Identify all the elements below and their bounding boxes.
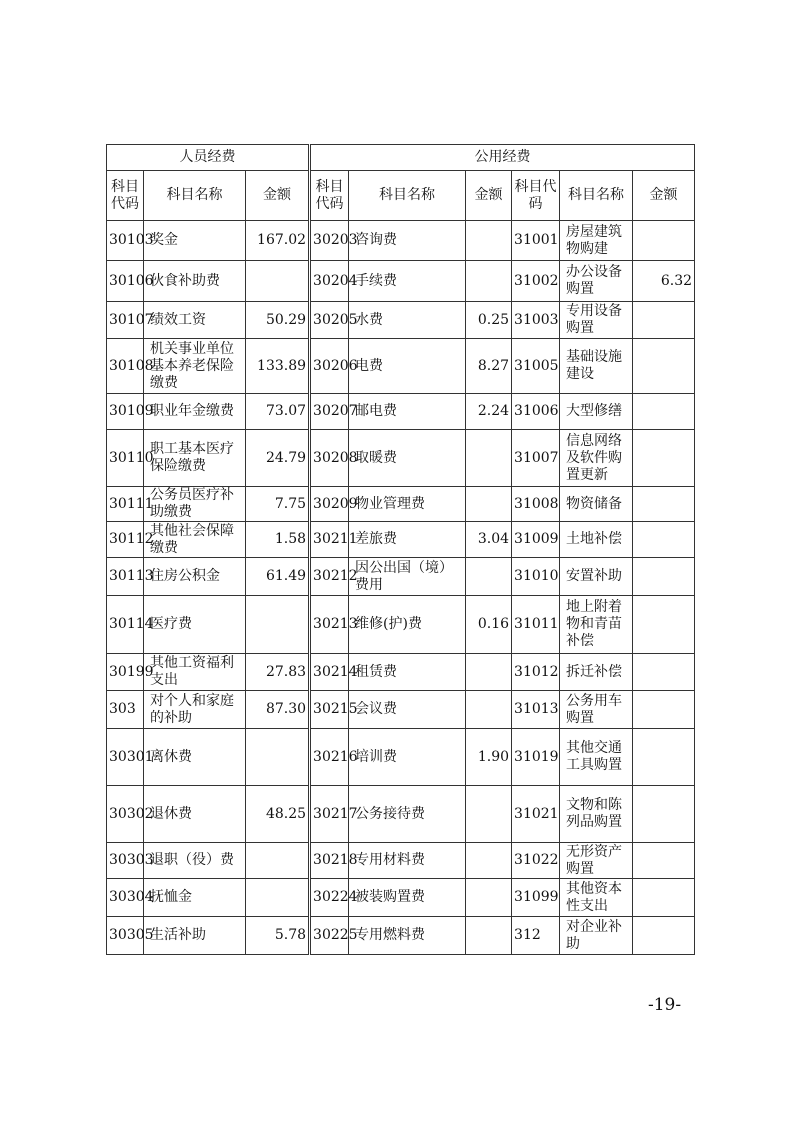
table-row: [107, 691, 695, 729]
cell-name: 地上附着物和青苗补偿: [560, 596, 633, 654]
cell-code: 30209: [310, 487, 349, 522]
group-header-personnel: 人员经费: [107, 145, 310, 171]
cell-name: 专用设备购置: [560, 302, 633, 339]
cell-name: 维修(护)费: [349, 596, 466, 654]
cell-amount: 5.78: [246, 917, 310, 955]
cell-name: 被装购置费: [349, 879, 466, 917]
cell-code: 31011: [512, 596, 560, 654]
cell-amount: 73.07: [246, 394, 310, 430]
cell-name: 伙食补助费: [144, 261, 246, 302]
column-header-name: 科目名称: [144, 171, 246, 221]
column-header-row: [107, 171, 695, 221]
cell-amount: [633, 221, 695, 261]
cell-name: 电费: [349, 339, 466, 394]
cell-code: 30108: [107, 339, 144, 394]
cell-name: 离休费: [144, 729, 246, 786]
cell-code: 30205: [310, 302, 349, 339]
table-row: [107, 302, 695, 339]
cell-amount: 133.89: [246, 339, 310, 394]
cell-code: 30303: [107, 843, 144, 879]
group-header-public: 公用经费: [310, 145, 695, 171]
cell-amount: 50.29: [246, 302, 310, 339]
cell-amount: 48.25: [246, 786, 310, 843]
cell-code: 30301: [107, 729, 144, 786]
cell-code: 31008: [512, 487, 560, 522]
cell-amount: [466, 487, 512, 522]
cell-amount: [466, 221, 512, 261]
cell-code: 30199: [107, 654, 144, 691]
cell-code: 31003: [512, 302, 560, 339]
cell-name: 其他工资福利支出: [144, 654, 246, 691]
cell-code: 30109: [107, 394, 144, 430]
cell-name: 文物和陈列品购置: [560, 786, 633, 843]
cell-name: 对企业补助: [560, 917, 633, 955]
cell-amount: [466, 786, 512, 843]
cell-name: 培训费: [349, 729, 466, 786]
cell-name: 安置补助: [560, 558, 633, 596]
cell-amount: 61.49: [246, 558, 310, 596]
cell-code: 30216: [310, 729, 349, 786]
cell-code: 30207: [310, 394, 349, 430]
cell-code: 31009: [512, 522, 560, 558]
table-row: [107, 786, 695, 843]
cell-code: 30304: [107, 879, 144, 917]
cell-code: 303: [107, 691, 144, 729]
table-row: [107, 558, 695, 596]
cell-name: 差旅费: [349, 522, 466, 558]
cell-amount: [246, 596, 310, 654]
cell-code: 30225: [310, 917, 349, 955]
cell-amount: [633, 917, 695, 955]
cell-code: 31012: [512, 654, 560, 691]
cell-name: 无形资产购置: [560, 843, 633, 879]
cell-code: 30203: [310, 221, 349, 261]
table-row: [107, 394, 695, 430]
cell-amount: [466, 654, 512, 691]
cell-name: 土地补偿: [560, 522, 633, 558]
column-header-code: 科目代码: [107, 171, 144, 221]
cell-code: 30114: [107, 596, 144, 654]
cell-amount: [633, 879, 695, 917]
cell-name: 退职（役）费: [144, 843, 246, 879]
cell-name: 公务用车购置: [560, 691, 633, 729]
cell-name: 大型修缮: [560, 394, 633, 430]
column-header-name: 科目名称: [349, 171, 466, 221]
cell-name: 退休费: [144, 786, 246, 843]
cell-amount: [246, 261, 310, 302]
cell-amount: 27.83: [246, 654, 310, 691]
cell-code: 30110: [107, 430, 144, 487]
cell-code: 31099: [512, 879, 560, 917]
cell-name: 咨询费: [349, 221, 466, 261]
cell-amount: [466, 691, 512, 729]
cell-amount: 3.04: [466, 522, 512, 558]
cell-name: 信息网络及软件购置更新: [560, 430, 633, 487]
cell-name: 租赁费: [349, 654, 466, 691]
cell-code: 30107: [107, 302, 144, 339]
cell-name: 其他社会保障缴费: [144, 522, 246, 558]
cell-amount: [633, 522, 695, 558]
cell-code: 30224: [310, 879, 349, 917]
table-row: [107, 843, 695, 879]
cell-amount: 167.02: [246, 221, 310, 261]
cell-code: 30206: [310, 339, 349, 394]
cell-amount: 0.25: [466, 302, 512, 339]
cell-code: 312: [512, 917, 560, 955]
cell-amount: [633, 596, 695, 654]
column-header-amount: 金额: [246, 171, 310, 221]
cell-code: 30218: [310, 843, 349, 879]
table-row: [107, 430, 695, 487]
cell-code: 31010: [512, 558, 560, 596]
cell-name: 会议费: [349, 691, 466, 729]
cell-code: 31001: [512, 221, 560, 261]
cell-amount: 7.75: [246, 487, 310, 522]
cell-name: 住房公积金: [144, 558, 246, 596]
cell-amount: [633, 487, 695, 522]
table-row: [107, 729, 695, 786]
cell-code: 30204: [310, 261, 349, 302]
cell-name: 公务接待费: [349, 786, 466, 843]
cell-code: 31006: [512, 394, 560, 430]
cell-code: 31013: [512, 691, 560, 729]
cell-code: 30106: [107, 261, 144, 302]
cell-name: 抚恤金: [144, 879, 246, 917]
cell-name: 专用材料费: [349, 843, 466, 879]
cell-code: 30113: [107, 558, 144, 596]
cell-code: 30305: [107, 917, 144, 955]
cell-name: 水费: [349, 302, 466, 339]
cell-name: 邮电费: [349, 394, 466, 430]
cell-amount: 8.27: [466, 339, 512, 394]
cell-amount: 6.32: [633, 261, 695, 302]
page-number: -19-: [648, 995, 682, 1015]
cell-amount: 87.30: [246, 691, 310, 729]
cell-amount: 1.90: [466, 729, 512, 786]
cell-amount: [633, 786, 695, 843]
cell-amount: [633, 558, 695, 596]
cell-code: 30212: [310, 558, 349, 596]
cell-name: 手续费: [349, 261, 466, 302]
cell-code: 30214: [310, 654, 349, 691]
cell-name: 机关事业单位基本养老保险缴费: [144, 339, 246, 394]
cell-code: 30111: [107, 487, 144, 522]
cell-amount: 2.24: [466, 394, 512, 430]
table-row: [107, 221, 695, 261]
cell-code: 31007: [512, 430, 560, 487]
cell-name: 其他资本性支出: [560, 879, 633, 917]
cell-amount: 24.79: [246, 430, 310, 487]
cell-code: 30211: [310, 522, 349, 558]
table-row: [107, 522, 695, 558]
cell-amount: [633, 729, 695, 786]
cell-code: 30112: [107, 522, 144, 558]
cell-code: 31022: [512, 843, 560, 879]
cell-name: 对个人和家庭的补助: [144, 691, 246, 729]
cell-name: 办公设备购置: [560, 261, 633, 302]
cell-name: 生活补助: [144, 917, 246, 955]
column-header-amount: 金额: [633, 171, 695, 221]
cell-amount: [466, 917, 512, 955]
column-header-code: 科目代码: [512, 171, 560, 221]
cell-name: 职工基本医疗保险缴费: [144, 430, 246, 487]
cell-name: 其他交通工具购置: [560, 729, 633, 786]
cell-code: 30215: [310, 691, 349, 729]
table-row: [107, 879, 695, 917]
cell-amount: [246, 879, 310, 917]
cell-name: 取暖费: [349, 430, 466, 487]
cell-amount: 0.16: [466, 596, 512, 654]
cell-code: 31019: [512, 729, 560, 786]
cell-amount: [633, 430, 695, 487]
cell-amount: [466, 261, 512, 302]
cell-amount: [246, 729, 310, 786]
column-header-name: 科目名称: [560, 171, 633, 221]
budget-table: [106, 144, 695, 955]
cell-code: 31005: [512, 339, 560, 394]
cell-amount: [633, 339, 695, 394]
table-row: [107, 487, 695, 522]
cell-amount: [633, 302, 695, 339]
cell-amount: [466, 879, 512, 917]
cell-code: 30302: [107, 786, 144, 843]
cell-code: 30103: [107, 221, 144, 261]
cell-code: 30213: [310, 596, 349, 654]
cell-name: 职业年金缴费: [144, 394, 246, 430]
group-header-row: [107, 145, 695, 171]
cell-name: 绩效工资: [144, 302, 246, 339]
table-row: [107, 339, 695, 394]
cell-amount: [633, 654, 695, 691]
cell-name: 医疗费: [144, 596, 246, 654]
cell-name: 公务员医疗补助缴费: [144, 487, 246, 522]
cell-name: 奖金: [144, 221, 246, 261]
table-row: [107, 917, 695, 955]
cell-name: 因公出国（境）费用: [349, 558, 466, 596]
column-header-code: 科目代码: [310, 171, 349, 221]
cell-amount: [633, 394, 695, 430]
cell-name: 房屋建筑物购建: [560, 221, 633, 261]
cell-name: 物资储备: [560, 487, 633, 522]
cell-code: 31021: [512, 786, 560, 843]
table-row: [107, 261, 695, 302]
column-header-amount: 金额: [466, 171, 512, 221]
cell-name: 基础设施建设: [560, 339, 633, 394]
cell-amount: [633, 691, 695, 729]
cell-amount: [466, 843, 512, 879]
cell-code: 30208: [310, 430, 349, 487]
cell-amount: [246, 843, 310, 879]
cell-amount: [633, 843, 695, 879]
cell-amount: [466, 558, 512, 596]
table-row: [107, 654, 695, 691]
cell-amount: 1.58: [246, 522, 310, 558]
cell-name: 拆迁补偿: [560, 654, 633, 691]
cell-amount: [466, 430, 512, 487]
cell-code: 31002: [512, 261, 560, 302]
cell-code: 30217: [310, 786, 349, 843]
cell-name: 专用燃料费: [349, 917, 466, 955]
cell-name: 物业管理费: [349, 487, 466, 522]
table-row: [107, 596, 695, 654]
